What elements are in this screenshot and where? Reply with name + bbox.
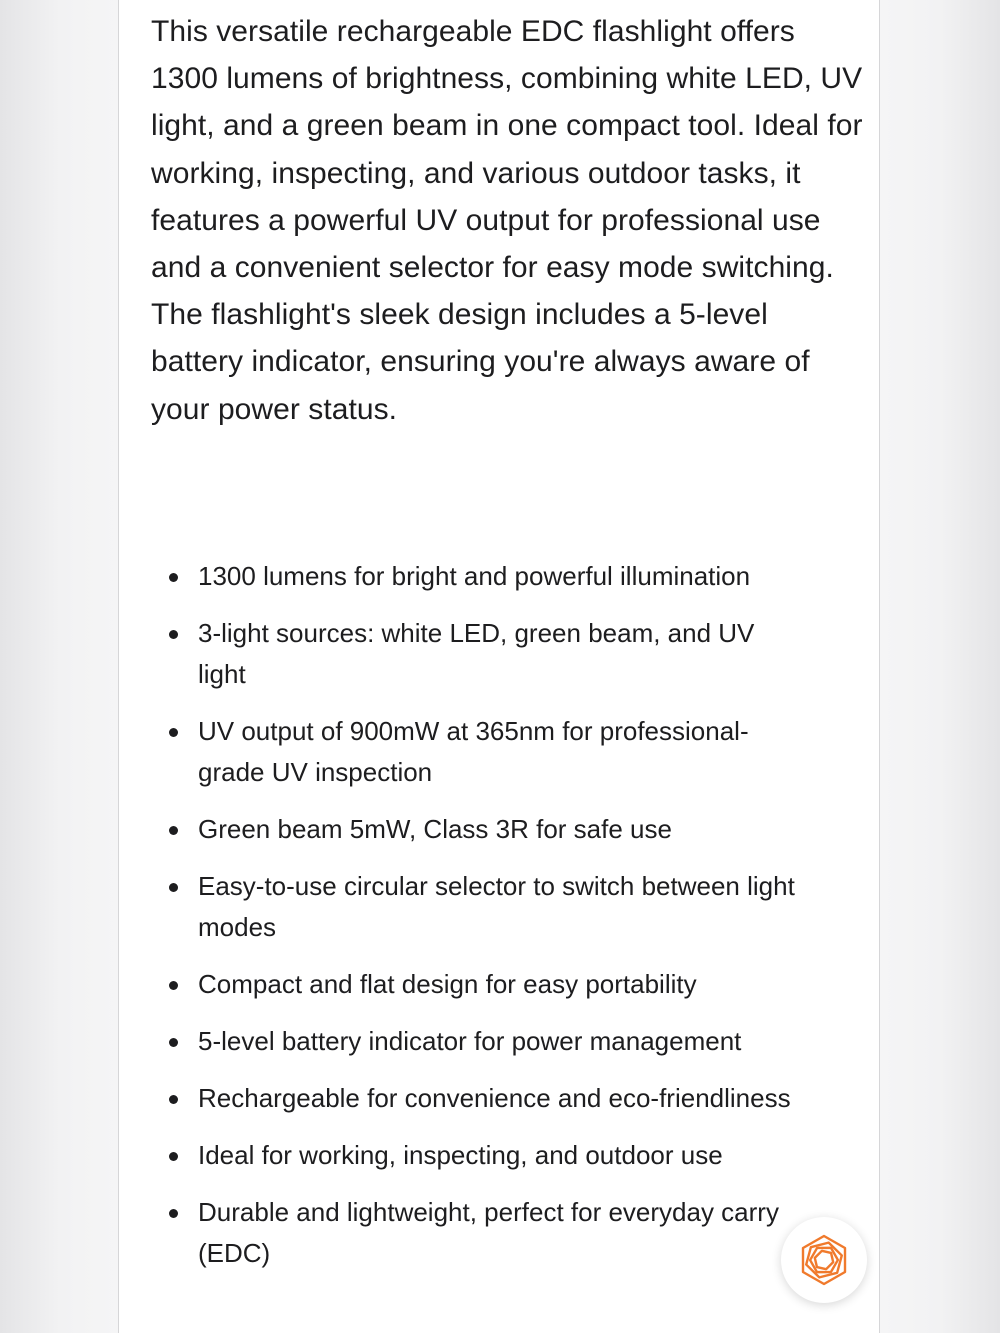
hexagon-logo-icon — [797, 1233, 851, 1287]
feature-item: Ideal for working, inspecting, and outdoor use — [198, 1135, 798, 1176]
chat-widget-button[interactable] — [781, 1217, 867, 1303]
product-description: This versatile rechargeable EDC flashlight offers 1300 lumens of brightness, combining white LED, UV light, and a green beam in one compact tool. Ideal for working, inspecting, and various outdoor tasks, it features a powerful UV output for professional use and a convenient selector for easy mode switching. The flashlight's sleek design includes a 5-level battery indicator, ensuring you're always aware of your power status. — [151, 15, 863, 426]
feature-item: Durable and lightweight, perfect for everyday carry (EDC) — [198, 1192, 798, 1274]
feature-item: Easy-to-use circular selector to switch between light modes — [198, 866, 798, 948]
feature-item: Compact and flat design for easy portability — [198, 964, 798, 1005]
feature-item: Green beam 5mW, Class 3R for safe use — [198, 809, 798, 850]
feature-list — [198, 556, 798, 1290]
feature-item: 3-light sources: white LED, green beam, and UV light — [198, 613, 798, 695]
product-description-panel — [118, 0, 880, 1333]
feature-item: 1300 lumens for bright and powerful illumination — [198, 556, 798, 597]
feature-item: UV output of 900mW at 365nm for professional-grade UV inspection — [198, 711, 798, 793]
feature-item: Rechargeable for convenience and eco-friendliness — [198, 1078, 798, 1119]
feature-item: 5-level battery indicator for power management — [198, 1021, 798, 1062]
